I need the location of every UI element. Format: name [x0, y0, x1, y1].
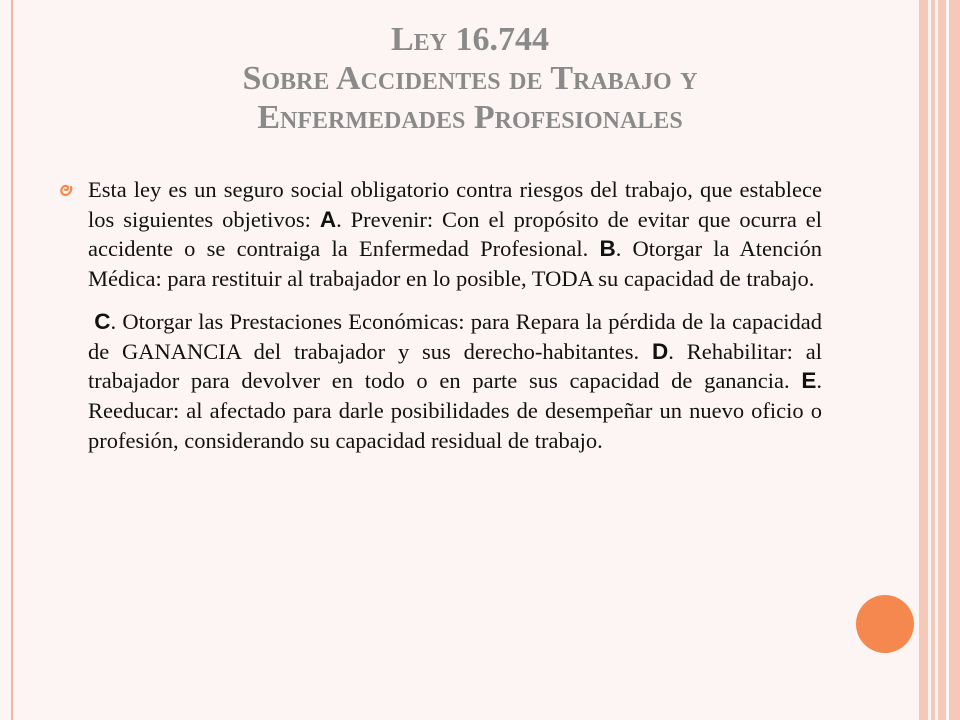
orange-circle-decoration [856, 595, 914, 653]
intro-text: Esta ley es un seguro social obligatorio contra riesgos del trabajo, que establece los siguientes objetivos: [88, 177, 822, 232]
objective-text-c: . Otorgar las Prestaciones Económicas: para Repara la pérdida de la capacidad de GANANCIA del trabajador y sus derecho-habitantes. [88, 308, 822, 364]
objective-label-d: D [652, 338, 669, 364]
bullet-swirl-icon [58, 181, 74, 197]
objective-label-a: A [319, 206, 337, 232]
title-line-1: Ley 16.744 [390, 21, 550, 58]
title-line-3: Enfermedades Profesionales [257, 99, 683, 136]
objective-text-e: . Reeducar: al afectado para darle posibilidades de desempeñar un nuevo oficio o profesión, considerando su capacidad residual de trabajo. [88, 368, 823, 453]
objective-label-e: E [801, 368, 817, 394]
slide-title [100, 20, 840, 137]
right-stripe [919, 0, 928, 720]
right-stripe [931, 0, 935, 720]
objective-label-c: C [94, 308, 111, 334]
objective-text-b: . Otorgar la Atención Médica: para restituir al trabajador en lo posible, TODA su capacidad de trabajo. [88, 236, 822, 292]
objective-label-b: B [599, 236, 616, 262]
right-stripe [949, 0, 960, 720]
right-stripe [938, 0, 946, 720]
objective-text-a: . Prevenir: Con el propósito de evitar que ocurra el accidente o se contraiga la Enfermedad Profesional. [88, 206, 823, 262]
paragraph-2 [88, 307, 822, 456]
paragraph-1 [88, 175, 822, 294]
objective-text-d: . Rehabilitar: al trabajador para devolver en todo o en parte sus capacidad de ganancia. [88, 338, 822, 394]
body-text [88, 175, 822, 455]
left-border-line [11, 0, 13, 720]
title-line-2: Sobre Accidentes de Trabajo y [242, 60, 698, 97]
